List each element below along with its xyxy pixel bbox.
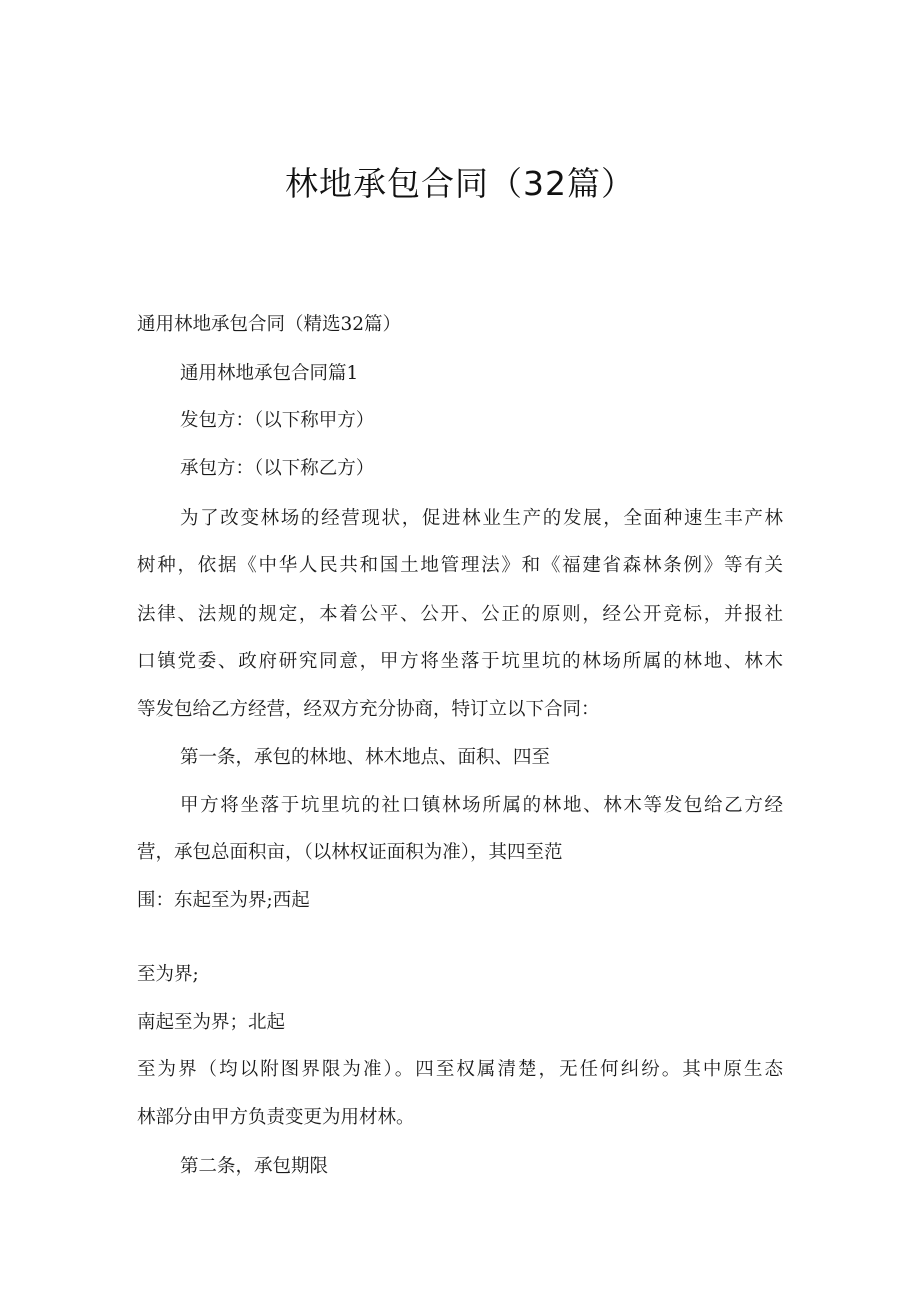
paragraph-line: 南起至为界；北起 xyxy=(137,1012,286,1033)
section-heading: 通用林地承包合同篇1 xyxy=(180,363,359,384)
party-b-line: 承包方：（以下称乙方） xyxy=(180,458,375,479)
article-heading: 第一条，承包的林地、林木地点、面积、四至 xyxy=(180,747,551,768)
paragraph-line: 林部分由甲方负责变更为用材林。 xyxy=(137,1107,415,1128)
paragraph-line: 口镇党委、政府研究同意，甲方将坐落于坑里坑的林场所属的林地、林木 xyxy=(137,651,783,672)
paragraph-line: 法律、法规的规定，本着公平、公开、公正的原则，经公开竞标，并报社 xyxy=(137,604,783,625)
subtitle-line: 通用林地承包合同（精选32篇） xyxy=(137,314,402,335)
paragraph-line: 等发包给乙方经营，经双方充分协商，特订立以下合同： xyxy=(137,699,600,720)
article-heading: 第二条，承包期限 xyxy=(180,1156,329,1177)
paragraph-line: 树种，依据《中华人民共和国土地管理法》和《福建省森林条例》等有关 xyxy=(137,555,783,576)
party-a-line: 发包方：（以下称甲方） xyxy=(180,410,375,431)
paragraph-line: 至为界; xyxy=(137,964,199,985)
document-title: 林地承包合同（32篇） xyxy=(285,164,635,203)
paragraph-line: 为了改变林场的经营现状，促进林业生产的发展，全面种速生丰产林 xyxy=(180,508,783,529)
paragraph-line: 营，承包总面积亩，（以林权证面积为准），其四至范 xyxy=(137,842,563,863)
paragraph-line: 甲方将坐落于坑里坑的社口镇林场所属的林地、林木等发包给乙方经 xyxy=(180,795,783,816)
paragraph-line: 围：东起至为界;西起 xyxy=(137,890,310,911)
paragraph-line: 至为界（均以附图界限为准）。四至权属清楚，无任何纠纷。其中原生态 xyxy=(137,1059,783,1080)
